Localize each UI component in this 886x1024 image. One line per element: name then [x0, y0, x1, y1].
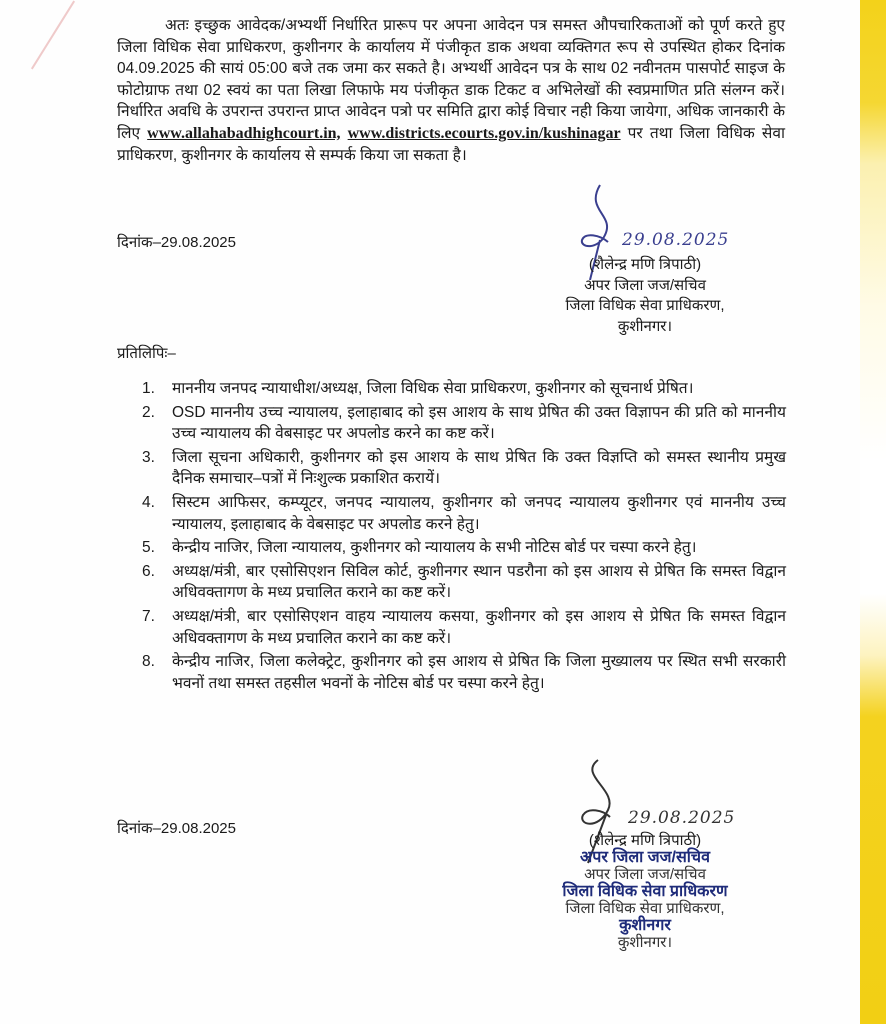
handwritten-date-2: 29.08.2025: [628, 808, 736, 828]
signatory-name: (शैलेन्द्र मणि त्रिपाठी): [588, 256, 702, 273]
pen-mark: [31, 1, 75, 70]
highcourt-link[interactable]: www.allahabadhighcourt.in,: [147, 124, 341, 142]
date-line-1: दिनांक–29.08.2025: [117, 234, 236, 251]
ecourts-link[interactable]: www.districts.ecourts.gov.in/kushinagar: [347, 124, 621, 142]
signatory-office: जिला विधिक सेवा प्राधिकरण,: [565, 900, 725, 917]
signatory-designation: अपर जिला जज/सचिव: [584, 276, 706, 294]
page-edge-yellow-strip: [860, 0, 886, 1024]
handwritten-date-1: 29.08.2025: [622, 230, 730, 250]
paragraph-text-end: पर तथा जिला विधिक सेवा प्राधिकरण, कुशीनगर के कार्यालय से सम्पर्क किया जा सकता है।: [117, 124, 785, 164]
list-item: 8. केन्द्रीय नाजिर, जिला कलेक्ट्रेट, कुशीनगर को इस आशय से प्रेषित कि जिला मुख्यालय पर स्थित सभी सरकारी भवनों तथा समस्त तहसील भवनों के नोटिस बोर्ड पर चस्पा करने हेतु।: [142, 653, 786, 692]
date-line-2: दिनांक–29.08.2025: [117, 820, 236, 837]
stamp-designation: अपर जिला जज/सचिव: [580, 849, 710, 866]
copy-to-label: प्रतिलिपिः–: [117, 345, 176, 362]
list-item: 3. जिला सूचना अधिकारी, कुशीनगर को इस आशय के साथ प्रेषित कि उक्त विज्ञप्ति को समस्त स्थानीय प्रमुख दैनिक समाचार–पत्रों में निःशुल्क प्रकाशित करायें।: [142, 448, 786, 488]
list-item: 1. माननीय जनपद न्यायाधीश/अध्यक्ष, जिला विधिक सेवा प्राधिकरण, कुशीनगर को सूचनार्थ प्रेषित।: [142, 380, 694, 397]
body-paragraph: [117, 15, 785, 166]
copy-list: [142, 378, 786, 696]
signature-block-1: [520, 255, 770, 337]
signatory-designation: अपर जिला जज/सचिव: [584, 866, 706, 883]
paragraph-text: अतः इच्छुक आवेदक/अभ्यर्थी निर्धारित प्रारूप पर अपना आवेदन पत्र समस्त औपचारिकताओं को पूर्ण करते हुए जिला विधिक सेवा प्राधिकरण, कुशीनगर के कार्यालय में पंजीकृत डाक अथवा व्यक्तिगत रूप से उपस्थित होकर दिनांक 04.09.2025 की सायं 05:00 बजे तक जमा कर सकते है। अभ्यर्थी आवेदन पत्र के साथ 02 नवीनतम पासपोर्ट साइज के फोटोग्राफ तथा 02 स्वयं का पता लिखा लिफाफे मय पंजीकृत डाक टिकट व अभिलेखों की स्वप्रमाणित प्रति संलग्न करें। निर्धारित अवधि के उपरान्त उपरान्त प्राप्त आवेदन पत्रो पर समिति द्वारा कोई विचार नही किया जायेगा, अधिक जानकारी के लिए: [117, 17, 785, 142]
list-item: 2. OSD माननीय उच्च न्यायालय, इलाहाबाद को इस आशय के साथ प्रेषित की उक्त विज्ञापन की प्रति को माननीय उच्च न्यायालय की वेबसाइट पर अपलोड करने का कष्ट करें।: [142, 403, 786, 443]
signatory-office: जिला विधिक सेवा प्राधिकरण,: [565, 297, 725, 314]
signature-block-2: [525, 832, 765, 951]
list-item: 5. केन्द्रीय नाजिर, जिला न्यायालय, कुशीनगर को न्यायालय के सभी नोटिस बोर्ड पर चस्पा करने हेतु।: [142, 539, 697, 557]
list-item: 4. सिस्टम आफिसर, कम्प्यूटर, जनपद न्यायालय, कुशीनगर को जनपद न्यायालय कुशीनगर एवं माननीय उच्च न्यायालय, इलाहाबाद के वेबसाइट पर अपलोड करने हेतु।: [142, 493, 786, 533]
signatory-place: कुशीनगर।: [617, 934, 673, 951]
list-item: 7. अध्यक्ष/मंत्री, बार एसोसिएशन वाहय न्यायालय कसया, कुशीनगर को इस आशय से प्रेषित कि समस्त विद्वान अधिवक्तागण के मध्य प्रचालित कराने का कष्ट करें।: [142, 607, 786, 647]
stamp-office: जिला विधिक सेवा प्राधिकरण: [562, 883, 728, 900]
signatory-place: कुशीनगर।: [617, 317, 673, 335]
signatory-name: (शैलेन्द्र मणि त्रिपाठी): [588, 832, 702, 849]
stamp-place: कुशीनगर: [619, 917, 671, 934]
list-item: 6. अध्यक्ष/मंत्री, बार एसोसिएशन सिविल कोर्ट, कुशीनगर स्थान पडरौना को इस आशय से प्रेषित कि समस्त विद्वान अधिवक्तागण के मध्य प्रचालित कराने का कष्ट करें।: [142, 562, 786, 602]
